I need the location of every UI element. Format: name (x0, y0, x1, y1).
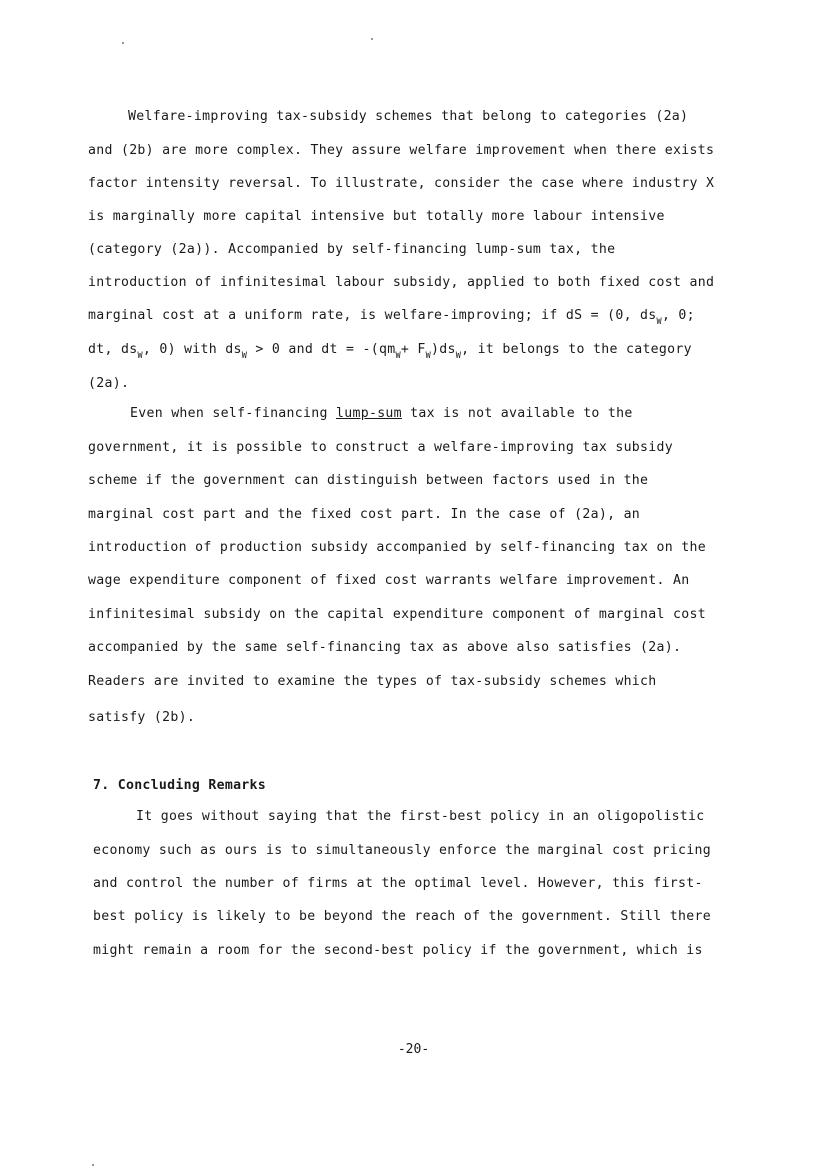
text-line: is marginally more capital intensive but totally more labour intensive (88, 209, 665, 224)
text-segment: marginal cost at a uniform rate, is welfare-improving; if dS = (0, ds (88, 308, 657, 323)
text-line: (2a). (88, 376, 130, 391)
text-line: Readers are invited to examine the types of tax-subsidy schemes which (88, 674, 657, 689)
text-line: might remain a room for the second-best policy if the government, which is (93, 943, 703, 958)
text-line: best policy is likely to be beyond the reach of the government. Still there (93, 909, 711, 924)
text-line: and (2b) are more complex. They assure welfare improvement when there exists (88, 143, 715, 158)
text-segment: , 0) with ds (142, 342, 242, 357)
scan-speck (371, 38, 373, 40)
text-line: introduction of production subsidy accompanied by self-financing tax on the (88, 540, 706, 555)
text-segment: Even when self-financing (130, 406, 336, 421)
text-line-equation (88, 341, 692, 360)
text-segment: , 0; (661, 308, 695, 323)
text-line (130, 405, 633, 423)
subscript-w: W (395, 351, 401, 361)
text-line: and control the number of firms at the optimal level. However, this first- (93, 876, 703, 891)
text-line: (category (2a)). Accompanied by self-financing lump-sum tax, the (88, 242, 616, 257)
text-line: wage expenditure component of fixed cost warrants welfare improvement. An (88, 573, 690, 588)
text-line: government, it is possible to construct a welfare-improving tax subsidy (88, 440, 674, 455)
text-line: Welfare-improving tax-subsidy schemes that belong to categories (2a) (128, 109, 689, 124)
text-line: satisfy (2b). (88, 710, 196, 725)
text-line: economy such as ours is to simultaneously enforce the marginal cost pricing (93, 843, 711, 858)
page-number: -20- (397, 1042, 430, 1057)
text-line: factor intensity reversal. To illustrate, consider the case where industry X (88, 176, 715, 191)
subscript-w: W (656, 317, 662, 327)
underlined-term: lump-sum (336, 406, 402, 421)
subscript-w: W (455, 351, 462, 361)
text-segment: > 0 and dt = -(qm (247, 342, 396, 357)
subscript-w: W (425, 351, 432, 361)
text-line: accompanied by the same self-financing tax as above also satisfies (2a). (88, 640, 682, 655)
scan-speck (122, 42, 124, 44)
text-line: scheme if the government can distinguish between factors used in the (88, 473, 649, 488)
subscript-w: W (137, 351, 143, 361)
text-segment: tax is not available to the (401, 406, 633, 421)
text-segment: , it belongs to the category (461, 342, 692, 357)
scan-speck (92, 1164, 94, 1166)
text-line-equation (88, 307, 695, 326)
text-line: marginal cost part and the fixed cost part. In the case of (2a), an (88, 507, 641, 522)
text-line: introduction of infinitesimal labour subsidy, applied to both fixed cost and (88, 275, 715, 290)
text-line: It goes without saying that the first-best policy in an oligopolistic (136, 809, 705, 824)
text-segment: )ds (431, 342, 456, 357)
section-heading: 7. Concluding Remarks (93, 778, 267, 793)
subscript-w: W (241, 351, 248, 361)
text-segment: dt, ds (88, 342, 138, 357)
text-line: infinitesimal subsidy on the capital expenditure component of marginal cost (88, 607, 706, 622)
text-segment: + F (400, 342, 426, 357)
